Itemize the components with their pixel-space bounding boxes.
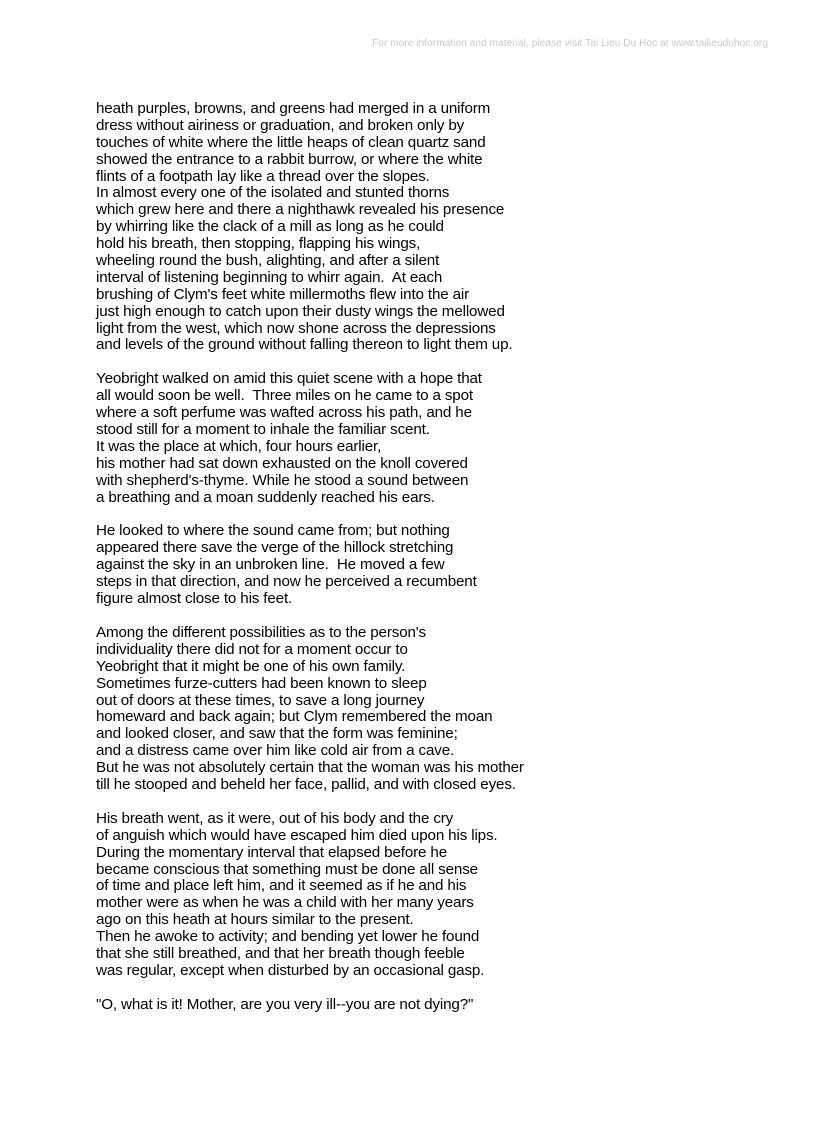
text-line: where a soft perfume was wafted across his path, and he (96, 404, 472, 422)
text-line: It was the place at which, four hours earlier, (96, 437, 382, 455)
text-line: steps in that direction, and now he perceived a recumbent (96, 573, 477, 591)
text-line: dress without airiness or graduation, and broken only by (96, 116, 465, 134)
text-line: But he was not absolutely certain that the woman was his mother (96, 759, 524, 777)
text-line: and levels of the ground without falling thereon to light them up. (96, 336, 513, 354)
text-line: stood still for a moment to inhale the familiar scent. (96, 421, 430, 439)
document-body (96, 101, 796, 1031)
text-line: just high enough to catch upon their dusty wings the mellowed (96, 302, 505, 320)
text-line: a breathing and a moan suddenly reached his ears. (96, 488, 435, 506)
text-line: which grew here and there a nighthawk revealed his presence (96, 201, 505, 219)
text-line: showed the entrance to a rabbit burrow, or where the white (96, 150, 483, 168)
text-line: Yeobright walked on amid this quiet scene with a hope that (96, 370, 482, 388)
text-line: homeward and back again; but Clym remembered the moan (96, 708, 493, 726)
text-line: became conscious that something must be done all sense (96, 860, 478, 878)
text-line: interval of listening beginning to whirr again. At each (96, 268, 443, 286)
text-line: appeared there save the verge of the hillock stretching (96, 539, 454, 557)
text-line: that she still breathed, and that her breath though feeble (96, 944, 465, 962)
text-line: touches of white where the little heaps of clean quartz sand (96, 133, 486, 151)
text-line: flints of a footpath lay like a thread over the slopes. (96, 167, 430, 185)
text-line: mother were as when he was a child with her many years (96, 894, 474, 912)
paragraph (96, 371, 796, 506)
text-line: ago on this heath at hours similar to the present. (96, 911, 414, 929)
text-line: wheeling round the bush, alighting, and after a silent (96, 252, 440, 270)
text-line: of anguish which would have escaped him died upon his lips. (96, 826, 498, 844)
text-line: brushing of Clym's feet white millermoths flew into the air (96, 285, 470, 303)
text-line: His breath went, as it were, out of his body and the cry (96, 809, 454, 827)
paragraph (96, 101, 796, 354)
text-line: and looked closer, and saw that the form was feminine; (96, 725, 458, 743)
text-line: light from the west, which now shone across the depressions (96, 319, 496, 337)
paragraph (96, 997, 796, 1014)
text-line: and a distress came over him like cold air from a cave. (96, 742, 455, 760)
text-line: Then he awoke to activity; and bending yet lower he found (96, 928, 480, 946)
site-notice: For more information and material, please visit Tai Lieu Du Hoc at www.tailieuduhoc.org (372, 38, 768, 49)
text-line: till he stooped and beheld her face, pallid, and with closed eyes. (96, 775, 516, 793)
text-line: Yeobright that it might be one of his own family. (96, 657, 406, 675)
text-line: individuality there did not for a moment occur to (96, 640, 408, 658)
text-line: figure almost close to his feet. (96, 590, 293, 608)
text-line: In almost every one of the isolated and stunted thorns (96, 184, 450, 202)
text-line: He looked to where the sound came from; but nothing (96, 522, 450, 540)
paragraph (96, 811, 796, 980)
text-line: heath purples, browns, and greens had merged in a uniform (96, 100, 491, 117)
text-line: "O, what is it! Mother, are you very ill--you are not dying?" (96, 995, 474, 1013)
text-line: Among the different possibilities as to the person's (96, 623, 426, 641)
text-line: hold his breath, then stopping, flapping his wings, (96, 235, 421, 253)
paragraph (96, 625, 796, 794)
text-line: was regular, except when disturbed by an occasional gasp. (96, 961, 485, 979)
text-line: all would soon be well. Three miles on he came to a spot (96, 387, 473, 405)
text-line: During the momentary interval that elapsed before he (96, 843, 447, 861)
text-line: of time and place left him, and it seemed as if he and his (96, 877, 467, 895)
text-line: with shepherd's-thyme. While he stood a sound between (96, 471, 469, 489)
text-line: by whirring like the clack of a mill as long as he could (96, 218, 444, 236)
text-line: against the sky in an unbroken line. He moved a few (96, 556, 445, 574)
text-line: his mother had sat down exhausted on the knoll covered (96, 454, 468, 472)
paragraph (96, 523, 796, 607)
text-line: Sometimes furze-cutters had been known to sleep (96, 674, 427, 692)
text-line: out of doors at these times, to save a long journey (96, 691, 425, 709)
